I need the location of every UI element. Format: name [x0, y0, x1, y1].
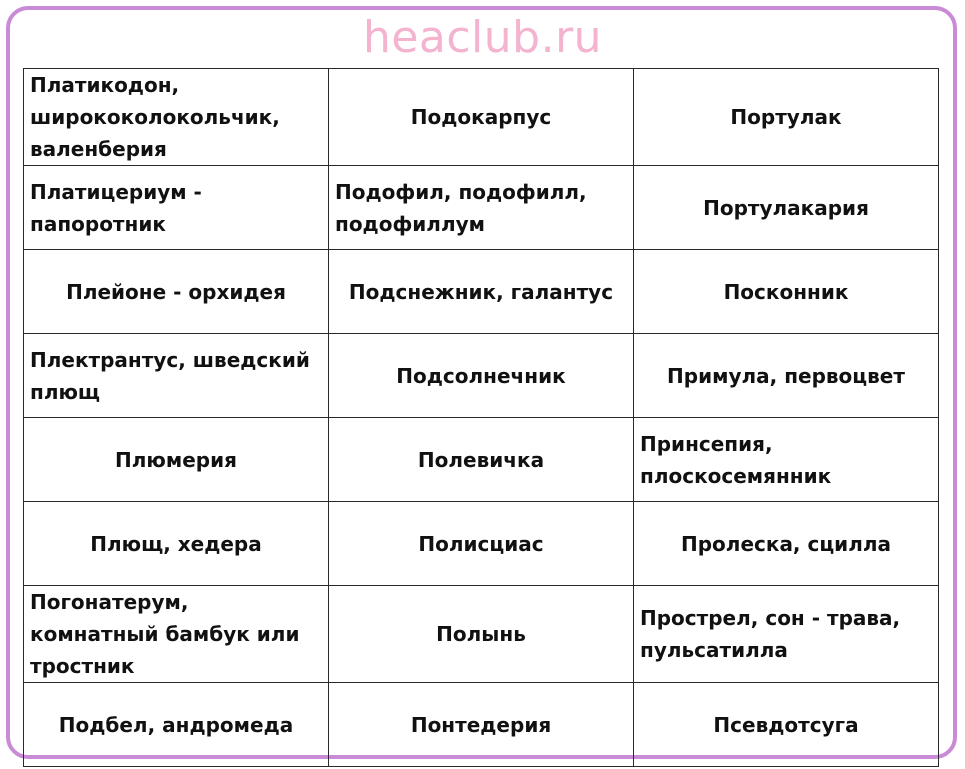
plant-names-table — [23, 68, 939, 767]
table-cell: Подофил, подофилл, подофиллум — [329, 166, 634, 250]
table-row — [24, 166, 939, 250]
table-cell: Подсолнечник — [329, 334, 634, 418]
table-cell: Портулак — [634, 69, 939, 166]
table-cell: Подснежник, галантус — [329, 250, 634, 334]
table-row — [24, 334, 939, 418]
table-cell: Псевдотсуга — [634, 683, 939, 767]
table-row — [24, 250, 939, 334]
table-cell: Подокарпус — [329, 69, 634, 166]
table-row — [24, 418, 939, 502]
table-row — [24, 586, 939, 683]
table-cell: Платикодон, ширококолокольчик, валенберия — [24, 69, 329, 166]
table-cell: Примула, первоцвет — [634, 334, 939, 418]
table-row — [24, 502, 939, 586]
table-cell: Полынь — [329, 586, 634, 683]
table-cell: Понтедерия — [329, 683, 634, 767]
table-cell: Плющ, хедера — [24, 502, 329, 586]
site-watermark: heaclub.ru — [362, 12, 603, 63]
table-cell: Посконник — [634, 250, 939, 334]
table-cell: Полевичка — [329, 418, 634, 502]
table-cell: Прострел, сон - трава, пульсатилла — [634, 586, 939, 683]
table-cell: Подбел, андромеда — [24, 683, 329, 767]
table-cell: Плектрантус, шведский плющ — [24, 334, 329, 418]
table-row — [24, 683, 939, 767]
table-cell: Полисциас — [329, 502, 634, 586]
table-cell: Принсепия, плоскосемянник — [634, 418, 939, 502]
table-cell: Плейоне - орхидея — [24, 250, 329, 334]
table-row — [24, 69, 939, 166]
table-cell: Портулакария — [634, 166, 939, 250]
table-cell: Плюмерия — [24, 418, 329, 502]
table-cell: Платицериум - папоротник — [24, 166, 329, 250]
table-cell: Пролеска, сцилла — [634, 502, 939, 586]
table-cell: Погонатерум, комнатный бамбук или тростник — [24, 586, 329, 683]
